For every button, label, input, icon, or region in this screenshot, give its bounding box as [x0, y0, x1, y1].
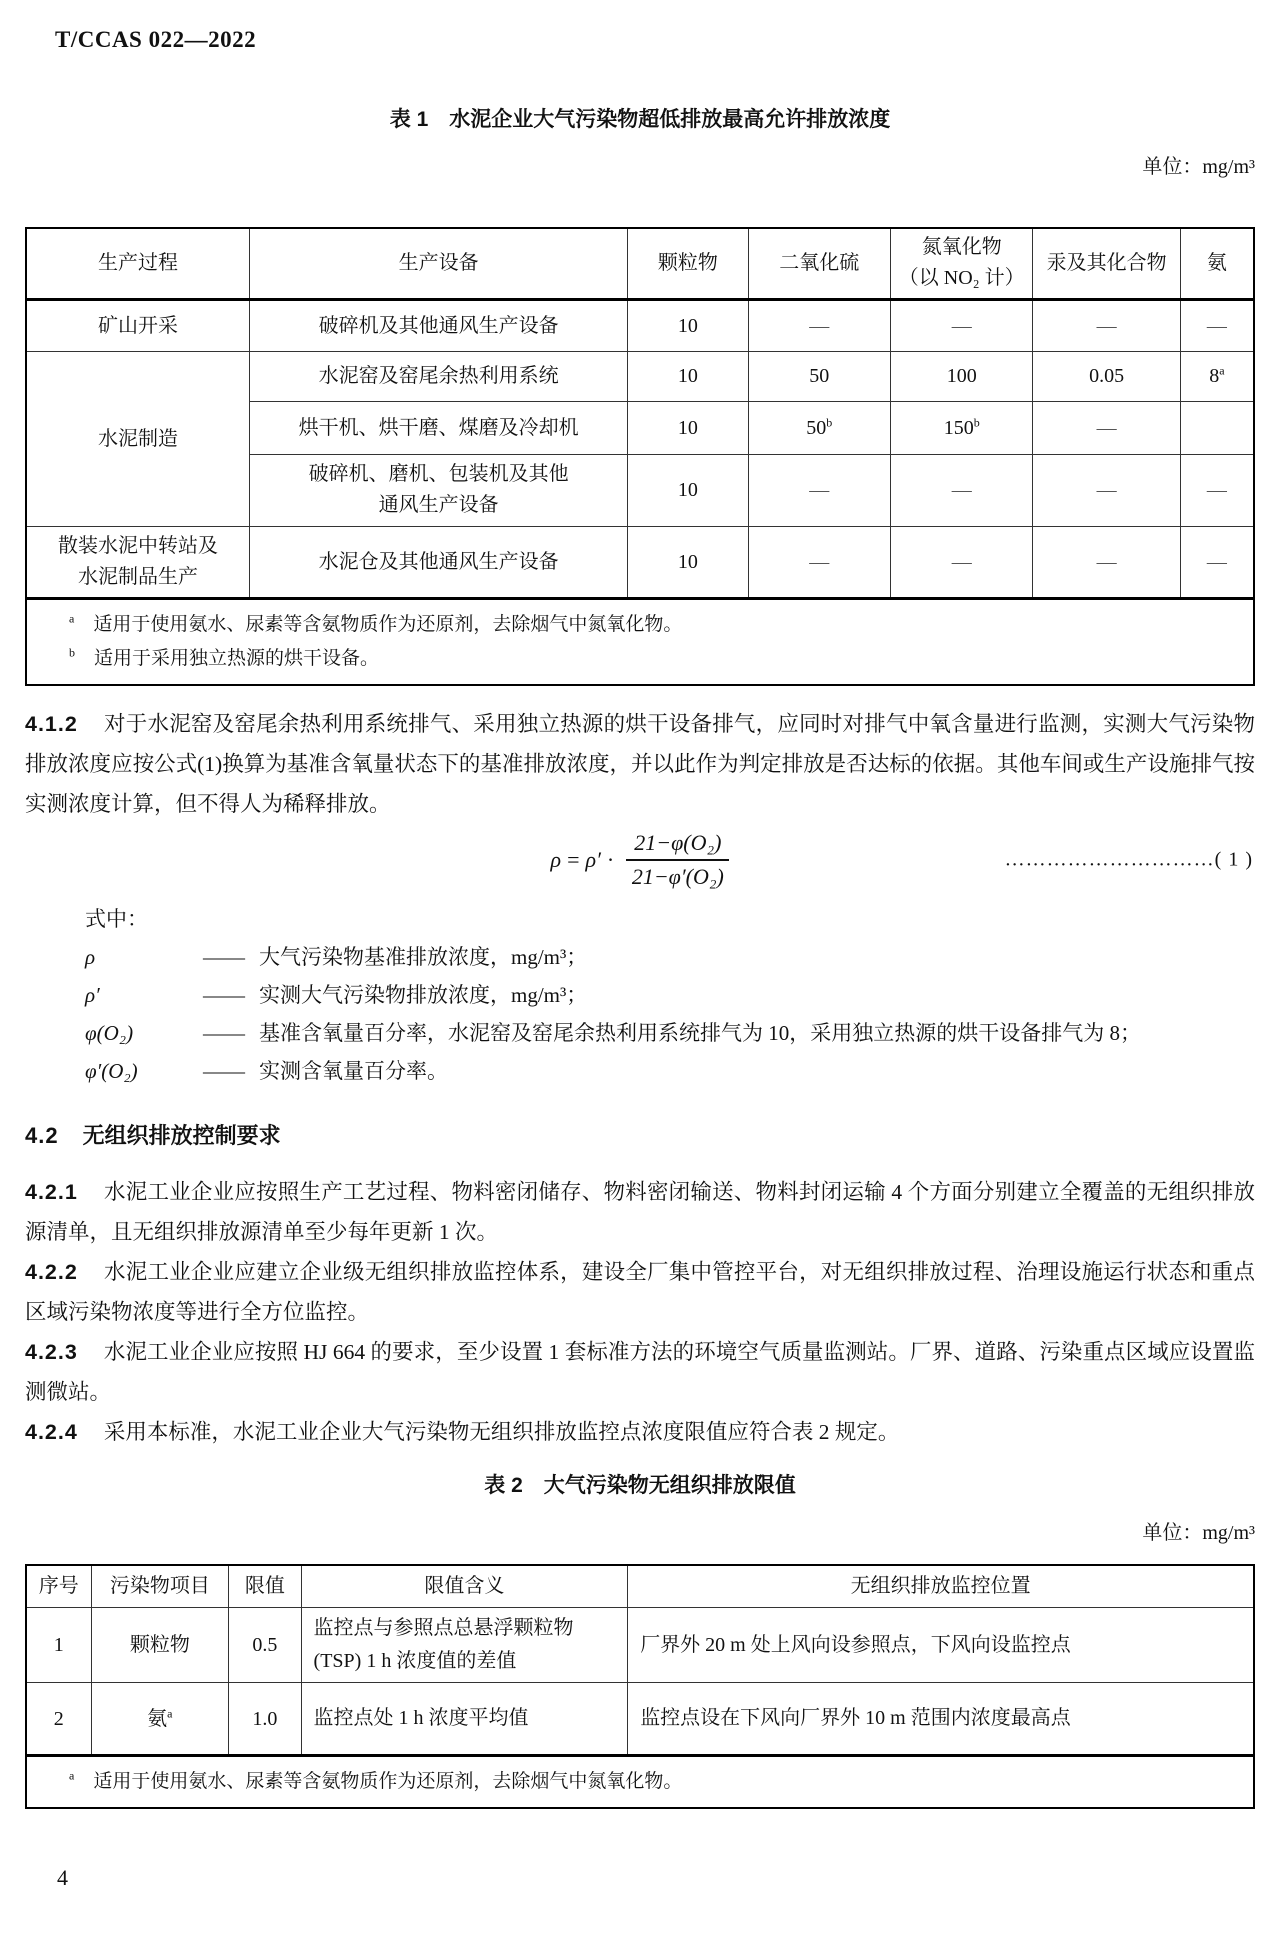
doc-code: T/CCAS 022—2022	[55, 27, 257, 52]
t1-col-hg: 汞及其化合物	[1033, 228, 1180, 299]
table2-footnote: $^a$ 适用于使用氨水、尿素等含氨物质作为还原剂，去除烟气中氮氧化物。	[26, 1756, 1254, 1809]
t1-col-pm: 颗粒物	[628, 228, 748, 299]
table-cell: 10	[628, 401, 748, 454]
table-cell: 100	[890, 351, 1032, 401]
table-cell: —	[1033, 526, 1180, 598]
table-cell: —	[748, 454, 890, 526]
paragraph-4-1-2: 4.1.2 对于水泥窑及窑尾余热利用系统排气、采用独立热源的烘干设备排气，应同时对排气中氧含量进行监测，实测大气污染物排放浓度应按公式(1)换算为基准含氧量状态下的基准排放浓度，并以此作为判定排放是否达标的依据。其他车间或生产设施排气按实测浓度计算，但不得人为稀释排放。	[25, 711, 1255, 816]
table-row	[26, 351, 1254, 401]
table-cell: 水泥制造	[26, 351, 249, 526]
paragraph-4-2-3: 4.2.3 水泥工业企业应按照 HJ 664 的要求，至少设置 1 套标准方法的环境空气质量监测站。厂界、道路、污染重点区域应设置监测微站。	[25, 1339, 1255, 1404]
table-cell: 0.5	[229, 1608, 301, 1683]
table-cell: 矿山开采	[26, 299, 249, 351]
definition-rho: ρ —— 大气污染物基准排放浓度，mg/m³；	[85, 944, 588, 969]
t1-col-equipment: 生产设备	[249, 228, 627, 299]
fraction	[626, 830, 729, 890]
table1-footnote-row	[26, 598, 1254, 685]
table-cell: 0.05	[1033, 351, 1180, 401]
table-cell: 10	[628, 526, 748, 598]
t2-col-pollutant: 污染物项目	[91, 1565, 229, 1608]
table-cell: 烘干机、烘干磨、煤磨及冷却机	[249, 401, 627, 454]
table-cell: 氨$^a$	[91, 1683, 229, 1756]
table2-footnote-row	[26, 1756, 1254, 1809]
table-row	[26, 299, 1254, 351]
fraction-numerator: 21−φ(O₂)	[626, 830, 729, 861]
table-cell	[1180, 401, 1254, 454]
table-cell: 8$^a$	[1180, 351, 1254, 401]
table-cell: —	[890, 299, 1032, 351]
page-number: 4	[57, 1865, 68, 1890]
t2-col-meaning: 限值含义	[301, 1565, 628, 1608]
table-cell: 水泥仓及其他通风生产设备	[249, 526, 627, 598]
section-number: 4.2.1	[25, 1179, 78, 1204]
table-cell: —	[1180, 299, 1254, 351]
section-number: 4.2.2	[25, 1259, 78, 1284]
table-cell: —	[1033, 454, 1180, 526]
formula-1: ρ = ρ′ · $\frac{\text{21−φ(O₂)}}{\text{21−φ′(O₂)}}$ …………………………( 1 )	[550, 829, 1253, 889]
t1-col-nox-line2: （以 NO₂ 计）	[898, 267, 1025, 290]
table1-header-row	[26, 228, 1254, 299]
table-cell: 10	[628, 299, 748, 351]
table1	[25, 227, 1255, 686]
footnote-a: $^a$ 适用于使用氨水、尿素等含氨物质作为还原剂，去除烟气中氮氧化物。	[69, 611, 683, 635]
where-clause-intro: 式中：	[85, 906, 148, 931]
section-number: 4.2.4	[25, 1419, 78, 1444]
table-cell: —	[890, 526, 1032, 598]
table-cell: —	[890, 454, 1032, 526]
t1-col-nh3: 氨	[1180, 228, 1254, 299]
table-cell: 10	[628, 454, 748, 526]
table-cell: 监控点与参照点总悬浮颗粒物(TSP) 1 h 浓度值的差值	[301, 1608, 628, 1683]
table-cell: —	[1033, 299, 1180, 351]
table-cell: 150$^b$	[890, 401, 1032, 454]
table2-header-row	[26, 1565, 1254, 1608]
t1-col-nox-line1: 氮氧化物	[921, 236, 1002, 259]
table-cell: —	[748, 526, 890, 598]
table-cell: 监控点处 1 h 浓度平均值	[301, 1683, 628, 1756]
section-number: 4.2.3	[25, 1339, 78, 1364]
t2-col-position: 无组织排放监控位置	[628, 1565, 1254, 1608]
definition-rho-prime: ρ′ —— 实测大气污染物排放浓度，mg/m³；	[85, 982, 588, 1007]
definition-phi-o2: φ(O₂) —— 基准含氧量百分率，水泥窑及窑尾余热利用系统排气为 10，采用独立热源的烘干设备排气为 8；	[85, 1020, 1141, 1045]
table-cell: 颗粒物	[91, 1608, 229, 1683]
t1-col-process: 生产过程	[26, 228, 249, 299]
table2-unit: 单位：mg/m³	[1142, 1521, 1255, 1544]
table-cell: 1	[26, 1608, 91, 1683]
table-row	[26, 1683, 1254, 1756]
table-cell: 水泥窑及窑尾余热利用系统	[249, 351, 627, 401]
table-cell: 2	[26, 1683, 91, 1756]
table-cell: —	[748, 299, 890, 351]
table-cell: —	[1033, 401, 1180, 454]
table-cell: 50$^b$	[748, 401, 890, 454]
table2-title: 表 2 大气污染物无组织排放限值	[484, 1473, 796, 1497]
paragraph-4-2-1: 4.2.1 水泥工业企业应按照生产工艺过程、物料密闭储存、物料密闭输送、物料封闭运输 4 个方面分别建立全覆盖的无组织排放源清单，且无组织排放源清单至少每年更新 1 次。	[25, 1179, 1255, 1244]
table1-title: 表 1 水泥企业大气污染物超低排放最高允许排放浓度	[389, 108, 891, 131]
table-cell: 破碎机、磨机、包装机及其他 通风生产设备	[249, 454, 627, 526]
paragraph-4-2-2: 4.2.2 水泥工业企业应建立企业级无组织排放监控体系，建设全厂集中管控平台，对无组织排放过程、治理设施运行状态和重点区域污染物浓度等进行全方位监控。	[25, 1259, 1255, 1324]
table-cell: 散装水泥中转站及 水泥制品生产	[26, 526, 249, 598]
table-cell: 50	[748, 351, 890, 401]
t2-col-limit: 限值	[229, 1565, 301, 1608]
table-cell: 10	[628, 351, 748, 401]
t1-col-so2: 二氧化硫	[748, 228, 890, 299]
table-cell: 1.0	[229, 1683, 301, 1756]
table1-unit: 单位：mg/m³	[1142, 156, 1255, 178]
t1-col-nox	[890, 228, 1032, 299]
table-row	[26, 526, 1254, 598]
equation-number: …………………………( 1 )	[1004, 848, 1253, 870]
definition-phi-prime-o2: φ′(O₂) —— 实测含氧量百分率。	[85, 1058, 448, 1083]
table1-footnotes	[26, 598, 1254, 685]
paragraph-4-2-4: 4.2.4 采用本标准，水泥工业企业大气污染物无组织排放监控点浓度限值应符合表 2 规定。	[25, 1419, 900, 1444]
table2	[25, 1564, 1255, 1810]
table-cell: —	[1180, 454, 1254, 526]
fraction-denominator: 21−φ′(O₂)	[631, 863, 724, 889]
table-cell: 厂界外 20 m 处上风向设参照点，下风向设监控点	[628, 1608, 1254, 1683]
section-number: 4.1.2	[25, 711, 78, 736]
table-cell: 破碎机及其他通风生产设备	[249, 299, 627, 351]
table-cell: 监控点设在下风向厂界外 10 m 范围内浓度最高点	[628, 1683, 1254, 1756]
footnote-b: $^b$ 适用于采用独立热源的烘干设备。	[69, 645, 380, 669]
table-row	[26, 1608, 1254, 1683]
t2-col-no: 序号	[26, 1565, 91, 1608]
section-heading-4-2: 4.2 无组织排放控制要求	[25, 1122, 281, 1148]
formula-lhs: ρ	[550, 846, 562, 872]
table-cell: —	[1180, 526, 1254, 598]
